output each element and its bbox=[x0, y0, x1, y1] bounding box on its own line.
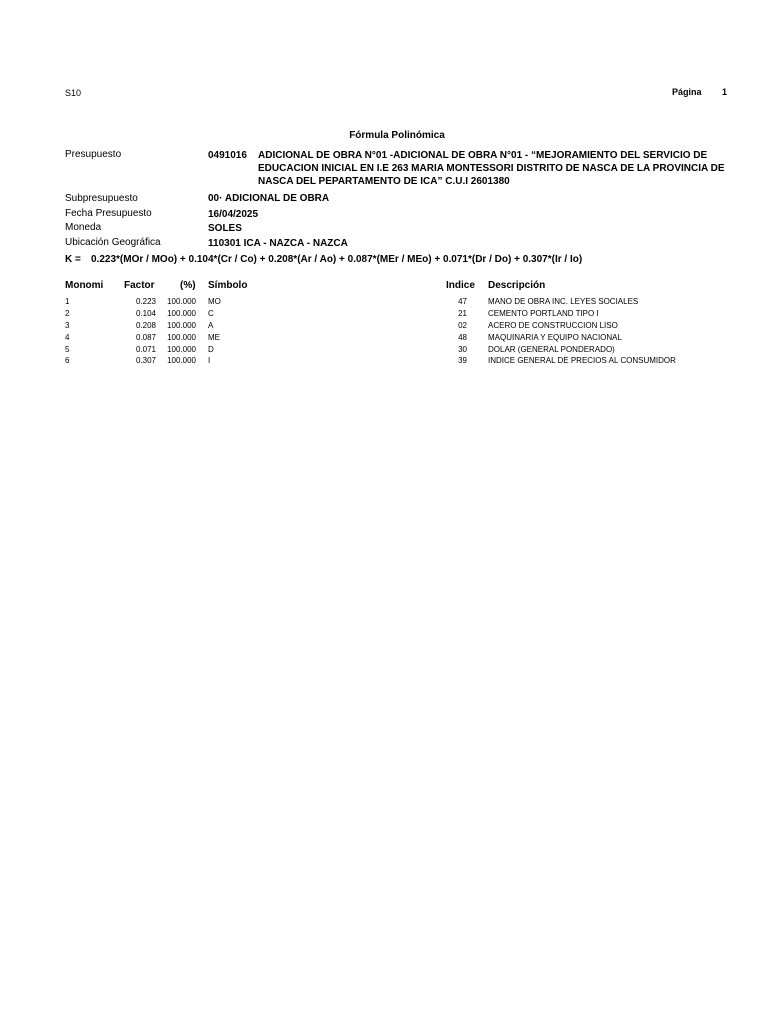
moneda-value: SOLES bbox=[208, 223, 242, 234]
cell-percent: 100.000 bbox=[167, 297, 196, 306]
ubicacion-label: Ubicación Geográfica bbox=[65, 237, 161, 248]
cell-monomio: 6 bbox=[65, 356, 70, 365]
table-row bbox=[0, 297, 768, 309]
page-number: 1 bbox=[722, 87, 728, 97]
page-label: Página bbox=[672, 87, 702, 97]
cell-factor: 0.104 bbox=[135, 309, 156, 318]
cell-monomio: 3 bbox=[65, 321, 70, 330]
cell-monomio: 5 bbox=[65, 345, 70, 354]
cell-descripcion: DOLAR (GENERAL PONDERADO) bbox=[488, 345, 615, 354]
moneda-label: Moneda bbox=[65, 222, 102, 233]
cell-descripcion: ACERO DE CONSTRUCCION LISO bbox=[488, 321, 618, 330]
cell-indice: 21 bbox=[458, 309, 467, 318]
cell-simbolo: C bbox=[208, 309, 214, 318]
cell-indice: 30 bbox=[458, 345, 467, 354]
presupuesto-description: ADICIONAL DE OBRA N°01 -ADICIONAL DE OBRA N°01 - “MEJORAMIENTO DEL SERVICIO DE EDUCACION INICIAL EN I.E 263 MARIA MONTESSORI DISTRITO DE NASCA DE LA PROVINCIA DE NASCA DEL PEPARTAMENTO DE ICA” C.U.I 2601380 bbox=[258, 150, 725, 187]
cell-descripcion: CEMENTO PORTLAND TIPO I bbox=[488, 309, 599, 318]
table-row bbox=[0, 321, 768, 333]
cell-percent: 100.000 bbox=[167, 333, 196, 342]
formula-expression: 0.223*(MOr / MOo) + 0.104*(Cr / Co) + 0.208*(Ar / Ao) + 0.087*(MEr / MEo) + 0.071*(Dr / Do) + 0.307*(Ir / Io) bbox=[91, 254, 583, 265]
cell-monomio: 1 bbox=[65, 297, 70, 306]
col-header-percent: (%) bbox=[180, 280, 196, 291]
cell-descripcion: MAQUINARIA Y EQUIPO NACIONAL bbox=[488, 333, 622, 342]
cell-descripcion: INDICE GENERAL DE PRECIOS AL CONSUMIDOR bbox=[488, 356, 676, 365]
col-header-simbolo: Símbolo bbox=[208, 280, 248, 291]
cell-indice: 48 bbox=[458, 333, 467, 342]
cell-descripcion: MANO DE OBRA INC. LEYES SOCIALES bbox=[488, 297, 639, 306]
col-header-monomio: Monomi bbox=[65, 280, 104, 291]
cell-simbolo: D bbox=[208, 345, 214, 354]
cell-percent: 100.000 bbox=[167, 356, 196, 365]
cell-indice: 39 bbox=[458, 356, 467, 365]
cell-indice: 47 bbox=[458, 297, 467, 306]
fecha-value: 16/04/2025 bbox=[208, 209, 259, 220]
cell-simbolo: ME bbox=[208, 333, 220, 342]
page-title: Fórmula Polinómica bbox=[349, 130, 445, 141]
cell-factor: 0.307 bbox=[135, 356, 156, 365]
cell-monomio: 2 bbox=[65, 309, 70, 318]
col-header-factor: Factor bbox=[124, 280, 155, 291]
fecha-label: Fecha Presupuesto bbox=[65, 208, 152, 219]
presupuesto-code: 0491016 bbox=[208, 150, 247, 161]
subpresupuesto-value: 00· ADICIONAL DE OBRA bbox=[208, 193, 330, 204]
table-row bbox=[0, 356, 768, 368]
presupuesto-label: Presupuesto bbox=[65, 149, 122, 160]
cell-indice: 02 bbox=[458, 321, 467, 330]
col-header-indice: Indice bbox=[446, 280, 475, 291]
cell-simbolo: MO bbox=[208, 297, 221, 306]
app-code: S10 bbox=[65, 88, 82, 98]
cell-simbolo: A bbox=[208, 321, 214, 330]
table-row bbox=[0, 309, 768, 321]
cell-factor: 0.071 bbox=[135, 345, 156, 354]
cell-percent: 100.000 bbox=[167, 345, 196, 354]
ubicacion-value: 110301 ICA - NAZCA - NAZCA bbox=[208, 238, 348, 249]
col-header-descripcion: Descripción bbox=[488, 280, 546, 291]
table-row bbox=[0, 333, 768, 345]
cell-percent: 100.000 bbox=[167, 321, 196, 330]
subpresupuesto-label: Subpresupuesto bbox=[65, 193, 138, 204]
formula-prefix: K = bbox=[65, 254, 81, 265]
cell-factor: 0.223 bbox=[135, 297, 156, 306]
cell-percent: 100.000 bbox=[167, 309, 196, 318]
cell-factor: 0.087 bbox=[135, 333, 156, 342]
cell-factor: 0.208 bbox=[135, 321, 156, 330]
cell-simbolo: I bbox=[208, 356, 211, 365]
cell-monomio: 4 bbox=[65, 333, 70, 342]
